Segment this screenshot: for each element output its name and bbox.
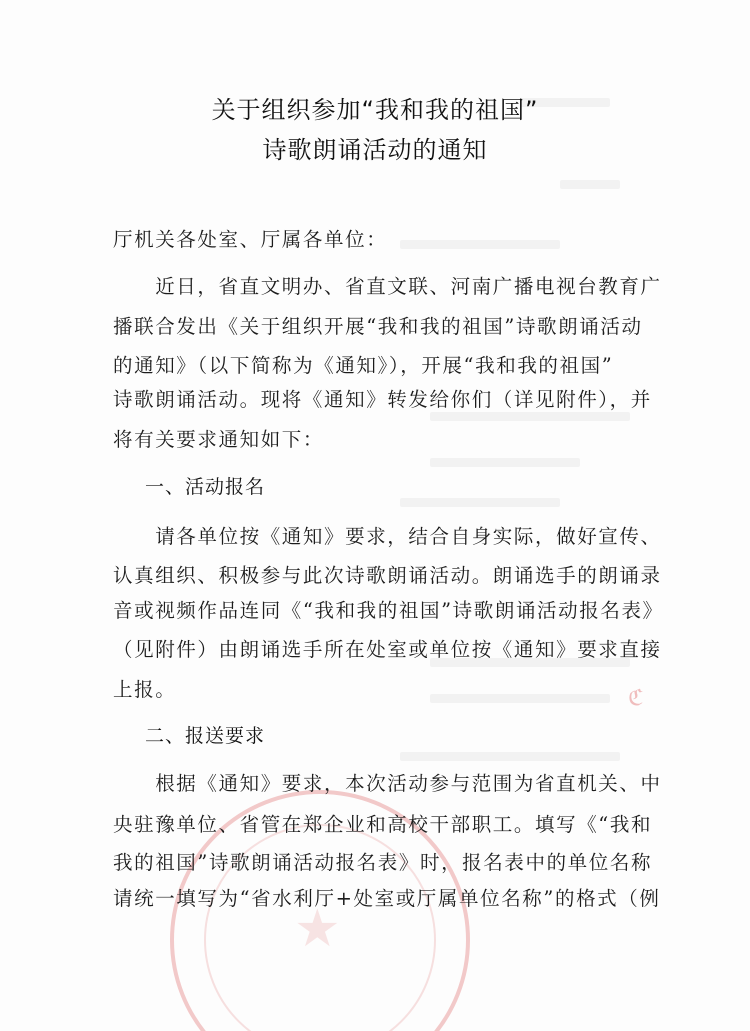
paragraph-line: 我的祖国”诗歌朗诵活动报名表》时，报名表中的单位名称	[113, 851, 653, 874]
paragraph-line: 上报。	[113, 678, 177, 701]
paragraph-line: 请各单位按《通知》要求，结合自身实际，做好宣传、	[113, 525, 662, 548]
paragraph-line: 的通知》（以下简称为《通知》），开展“我和我的祖国”	[113, 354, 614, 377]
paragraph-line: 播联合发出《关于组织开展“我和我的祖国”诗歌朗诵活动	[113, 315, 643, 338]
paragraph-line: 将有关要求通知如下：	[113, 428, 325, 451]
paragraph-line: 音或视频作品连同《“我和我的祖国”诗歌朗诵活动报名表》	[113, 599, 664, 622]
document-title-line1: 关于组织参加“我和我的祖国”	[211, 96, 539, 124]
section-heading-submission: 二、报送要求	[145, 725, 266, 747]
paragraph-line: 央驻豫单位、省管在郑企业和高校干部职工。填写《“我和	[113, 813, 653, 836]
red-ink-mark-icon: ℭ	[628, 686, 644, 711]
section-heading-registration: 一、活动报名	[145, 476, 266, 498]
paragraph-line: （见附件）由朗诵选手所在处室或单位按《通知》要求直接	[113, 638, 662, 661]
document-title-line2: 诗歌朗诵活动的通知	[262, 136, 488, 164]
paragraph-line: 认真组织、积极参与此次诗歌朗诵活动。朗诵选手的朗诵录	[113, 564, 662, 587]
paragraph-line: 近日，省直文明办、省直文联、河南广播电视台教育广	[113, 275, 662, 298]
paragraph-line: 请统一填写为“省水利厅+处室或厅属单位名称”的格式（例	[113, 887, 661, 910]
salutation: 厅机关各处室、厅属各单位：	[113, 228, 388, 251]
paragraph-line: 诗歌朗诵活动。现将《通知》转发给你们（详见附件），并	[113, 388, 652, 411]
paragraph-line: 根据《通知》要求，本次活动参与范围为省直机关、中	[113, 772, 662, 795]
seal-star-icon: ★	[294, 899, 341, 959]
